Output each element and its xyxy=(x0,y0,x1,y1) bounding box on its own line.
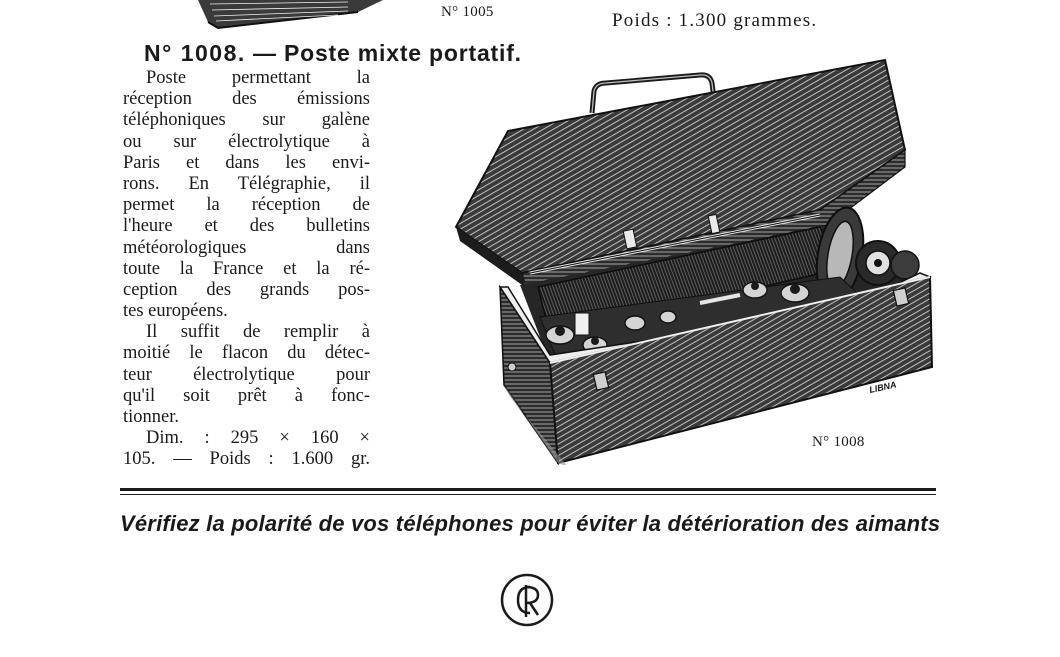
engraver-signature: LIBNA xyxy=(868,379,898,395)
description-line: tionner. xyxy=(123,407,180,427)
figure-caption-1008: N° 1008 xyxy=(812,434,865,450)
double-rule-bottom xyxy=(120,494,936,495)
description-line: toute la France et la ré- xyxy=(123,258,370,279)
description-line: 105. — Poids : 1.600 gr. xyxy=(123,449,370,470)
description-line: Il suffit de remplir à xyxy=(146,322,370,343)
description-line: l'heure et des bulletins xyxy=(123,216,370,237)
figure-caption-1005: N° 1005 xyxy=(441,4,494,20)
description-line: météorologiques dans xyxy=(123,237,370,258)
publisher-monogram-logo xyxy=(500,573,554,627)
previous-illustration-fragment xyxy=(198,0,388,30)
description-line: Poste permettant la xyxy=(146,68,370,88)
product-number: N° 1008. xyxy=(144,40,246,66)
product-description xyxy=(123,68,370,471)
double-rule-top xyxy=(120,488,936,491)
polarity-warning: Vérifiez la polarité de vos téléphones pour éviter la détérioration des aimants xyxy=(120,511,941,536)
description-line: Dim. : 295 × 160 × xyxy=(146,428,370,449)
description-line: qu'il soit prêt à fonc- xyxy=(123,385,370,406)
receiver-box-illustration xyxy=(400,55,940,465)
description-line: teur électrolytique pour xyxy=(123,364,370,385)
description-line: téléphoniques sur galène xyxy=(123,110,370,131)
description-line: moitié le flacon du détec- xyxy=(123,343,370,364)
description-line: permet la réception de xyxy=(123,195,370,216)
previous-item-weight: Poids : 1.300 grammes. xyxy=(612,10,818,31)
description-line: ception des grands pos- xyxy=(123,279,370,300)
description-line: tes européens. xyxy=(123,301,228,322)
product-name: — Poste mixte portatif. xyxy=(252,40,522,66)
description-line: Paris et dans les envi- xyxy=(123,152,370,173)
description-line: réception des émissions xyxy=(123,89,370,110)
description-line: rons. En Télégraphie, il xyxy=(123,173,370,194)
description-line: ou sur électrolytique à xyxy=(123,131,370,152)
